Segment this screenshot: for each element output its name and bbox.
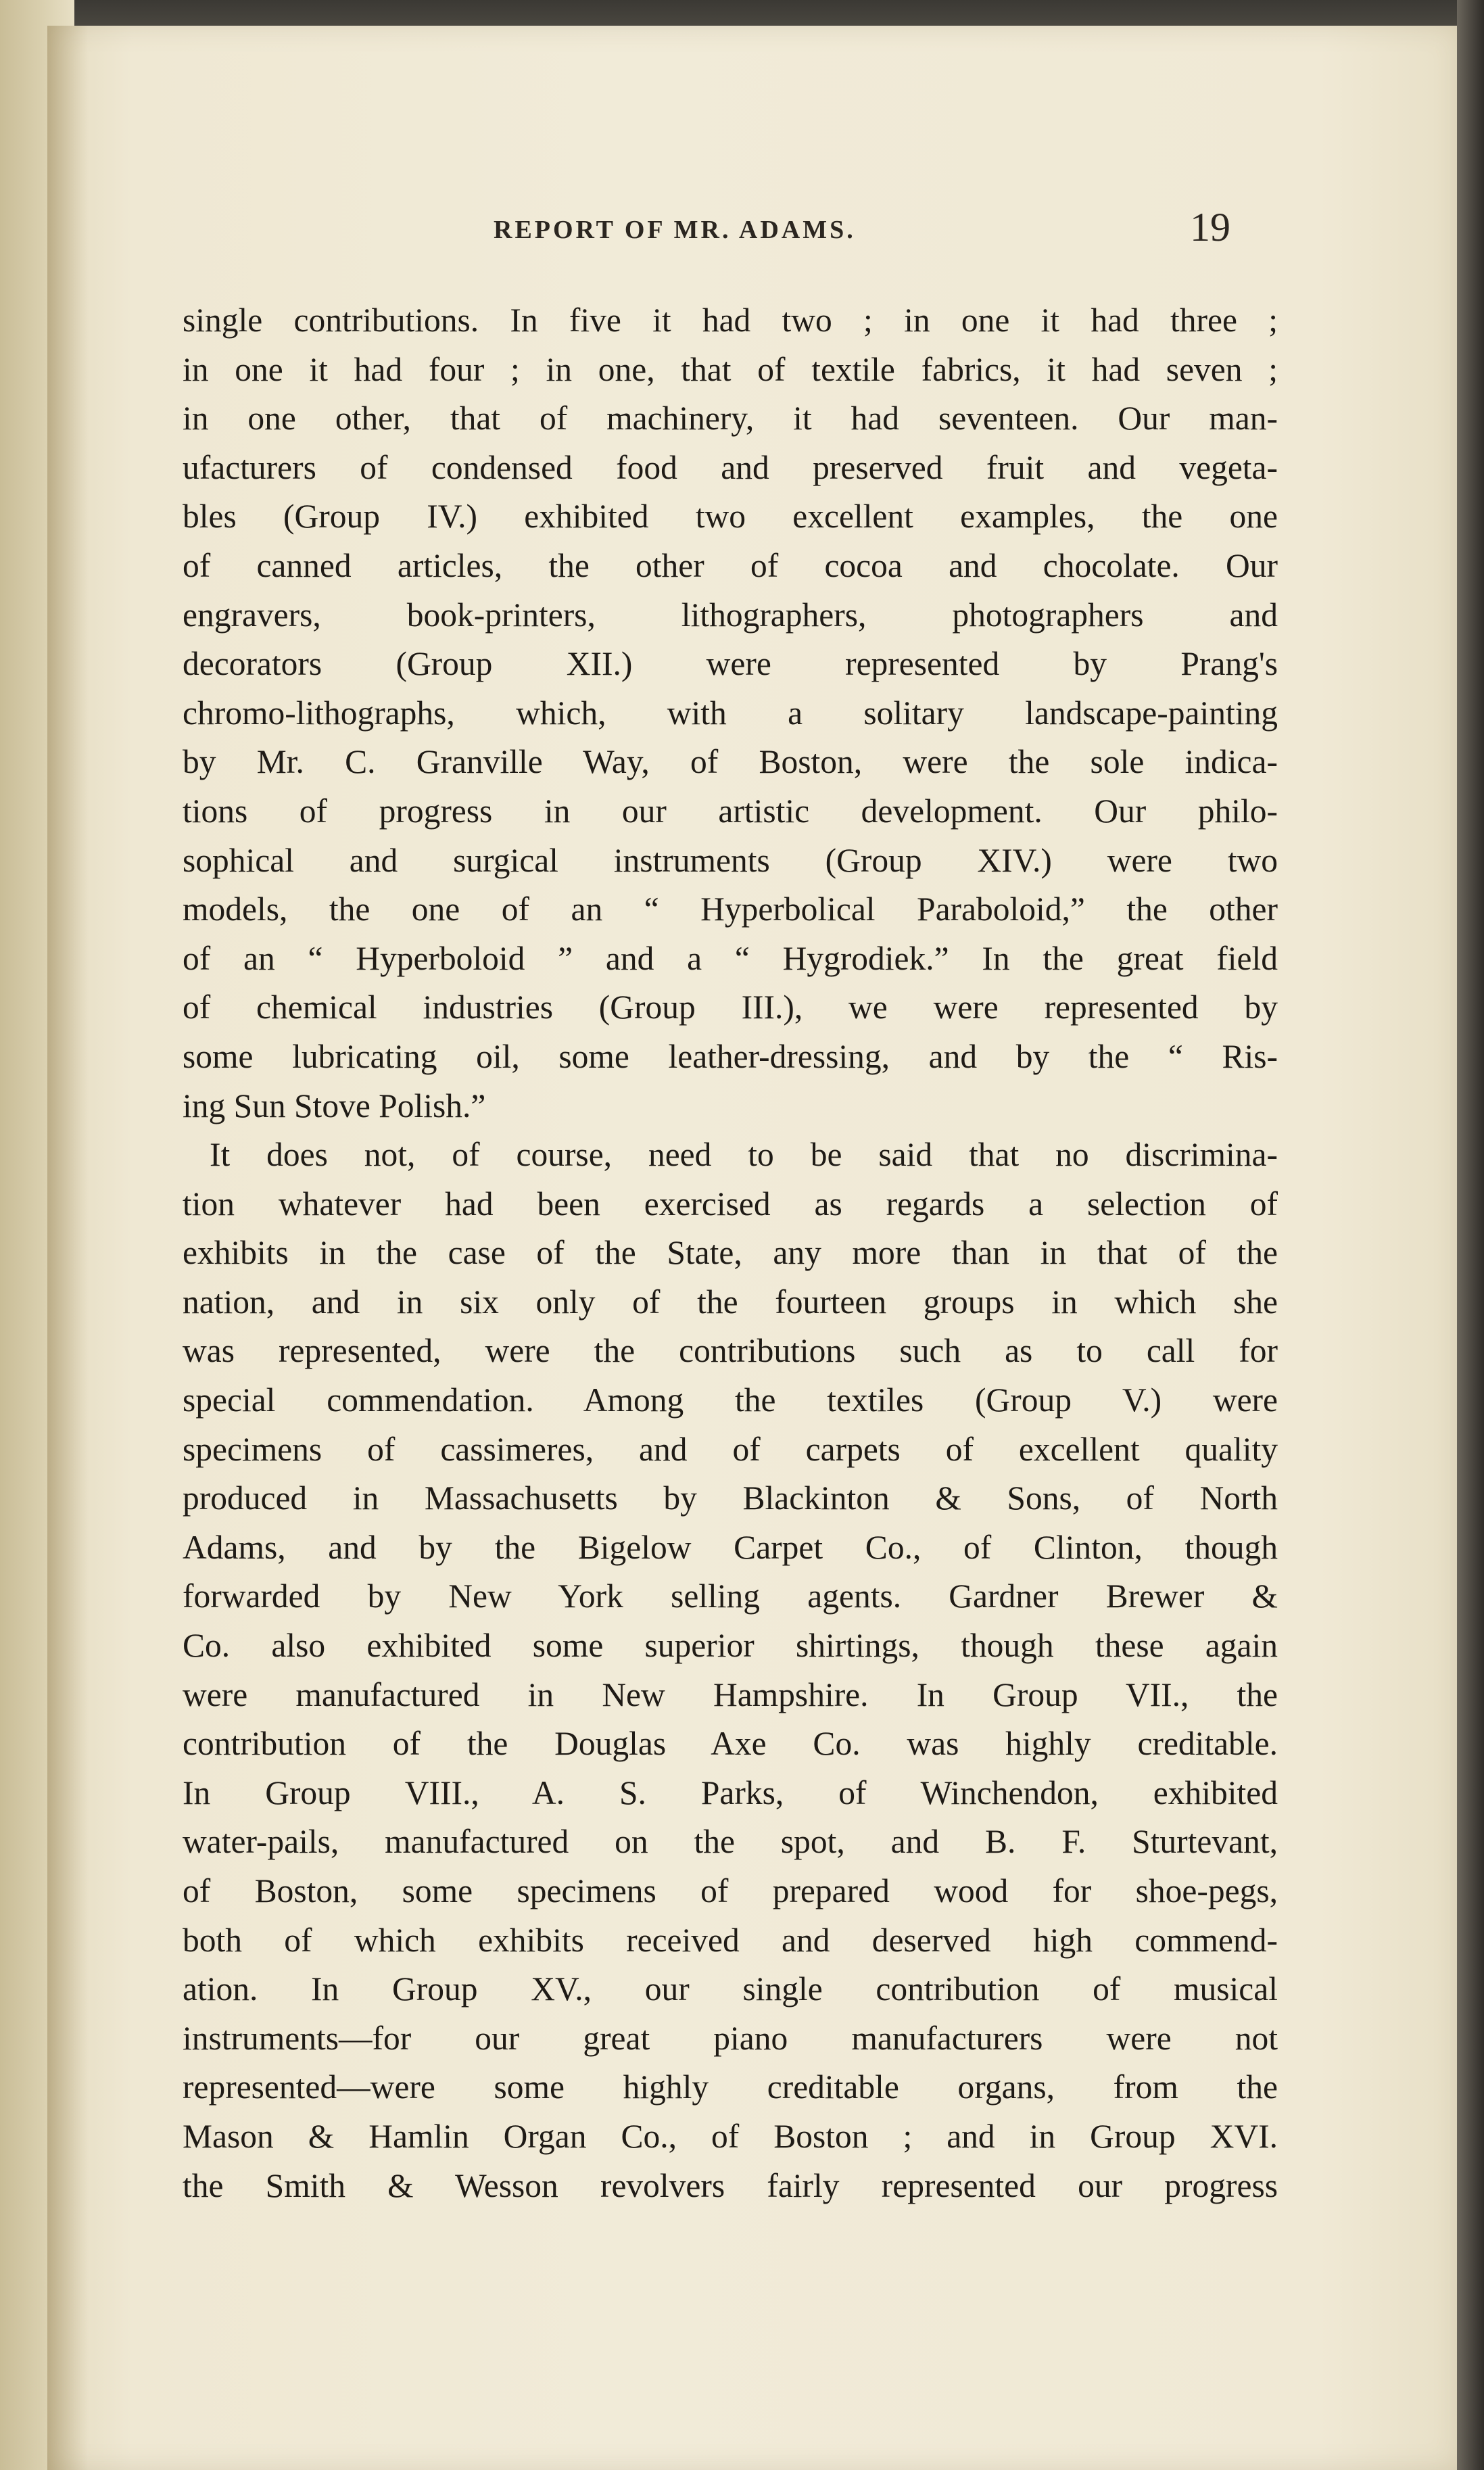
page-number: 19 bbox=[1190, 205, 1230, 250]
text-line: tions of progress in our artistic development. Our philo- bbox=[183, 792, 1278, 830]
text-line: chromo-lithographs, which, with a solitary landscape-painting bbox=[183, 694, 1278, 732]
text-line: represented—were some highly creditable organs, from the bbox=[183, 2068, 1278, 2106]
text-line: decorators (Group XII.) were represented by Prang's bbox=[183, 645, 1278, 683]
text-line: Mason & Hamlin Organ Co., of Boston ; and in Group XVI. bbox=[183, 2117, 1278, 2155]
text-line: instruments—for our great piano manufacturers were not bbox=[183, 2019, 1278, 2057]
text-line: of chemical industries (Group III.), we were represented by bbox=[183, 989, 1278, 1026]
gutter-shadow bbox=[47, 26, 88, 2470]
text-line: Adams, and by the Bigelow Carpet Co., of Clinton, though bbox=[183, 1528, 1278, 1566]
text-line: It does not, of course, need to be said that no discrimina- bbox=[210, 1136, 1278, 1174]
text-line: nation, and in six only of the fourteen groups in which she bbox=[183, 1283, 1278, 1321]
text-line: of Boston, some specimens of prepared wood for shoe-pegs, bbox=[183, 1872, 1278, 1909]
text-line: by Mr. C. Granville Way, of Boston, were the sole indica- bbox=[183, 743, 1278, 781]
text-line: ing Sun Stove Polish.” bbox=[183, 1087, 486, 1124]
book-fore-edge bbox=[1457, 0, 1484, 2470]
text-line: ation. In Group XV., our single contribution of musical bbox=[183, 1970, 1278, 2008]
paragraph-2 bbox=[183, 1131, 1278, 2210]
text-line: sophical and surgical instruments (Group XIV.) were two bbox=[183, 841, 1278, 879]
text-line: engravers, book-printers, lithographers, photographers and bbox=[183, 596, 1278, 634]
text-line: exhibits in the case of the State, any more than in that of the bbox=[183, 1234, 1278, 1272]
text-line: contribution of the Douglas Axe Co. was highly creditable. bbox=[183, 1725, 1278, 1763]
text-line: special commendation. Among the textiles (Group V.) were bbox=[183, 1381, 1278, 1419]
text-line: produced in Massachusetts by Blackinton & Sons, of North bbox=[183, 1479, 1278, 1517]
text-line: both of which exhibits received and deserved high commend- bbox=[183, 1921, 1278, 1959]
text-line: the Smith & Wesson revolvers fairly represented our progress bbox=[183, 2166, 1278, 2204]
body-text bbox=[183, 296, 1278, 2210]
text-line: Co. also exhibited some superior shirtings, though these again bbox=[183, 1627, 1278, 1665]
running-title: REPORT OF MR. ADAMS. bbox=[494, 216, 856, 244]
page-sheet bbox=[47, 26, 1460, 2470]
text-line: tion whatever had been exercised as regards a selection of bbox=[183, 1185, 1278, 1222]
text-line: in one it had four ; in one, that of textile fabrics, it had seven ; bbox=[183, 350, 1278, 388]
book-top-edge bbox=[0, 0, 1484, 27]
text-line: ufacturers of condensed food and preserved fruit and vegeta- bbox=[183, 448, 1278, 486]
text-line: water-pails, manufactured on the spot, and B. F. Sturtevant, bbox=[183, 1823, 1278, 1861]
text-line: of canned articles, the other of cocoa and chocolate. Our bbox=[183, 546, 1278, 584]
running-head bbox=[47, 195, 1460, 249]
text-line: was represented, were the contributions such as to call for bbox=[183, 1332, 1278, 1370]
text-line: In Group VIII., A. S. Parks, of Winchendon, exhibited bbox=[183, 1774, 1278, 1811]
text-line: models, the one of an “ Hyperbolical Paraboloid,” the other bbox=[183, 890, 1278, 928]
text-line: forwarded by New York selling agents. Gardner Brewer & bbox=[183, 1577, 1278, 1615]
text-line: specimens of cassimeres, and of carpets of excellent quality bbox=[183, 1430, 1278, 1468]
text-line: in one other, that of machinery, it had seventeen. Our man- bbox=[183, 400, 1278, 437]
text-line: were manufactured in New Hampshire. In Group VII., the bbox=[183, 1676, 1278, 1713]
paragraph-1 bbox=[183, 296, 1278, 1131]
text-line: some lubricating oil, some leather-dressing, and by the “ Ris- bbox=[183, 1037, 1278, 1075]
text-line: of an “ Hyperboloid ” and a “ Hygrodiek.” In the great field bbox=[183, 939, 1278, 977]
text-line: single contributions. In five it had two ; in one it had three ; bbox=[183, 302, 1278, 339]
text-line: bles (Group IV.) exhibited two excellent examples, the one bbox=[183, 498, 1278, 536]
